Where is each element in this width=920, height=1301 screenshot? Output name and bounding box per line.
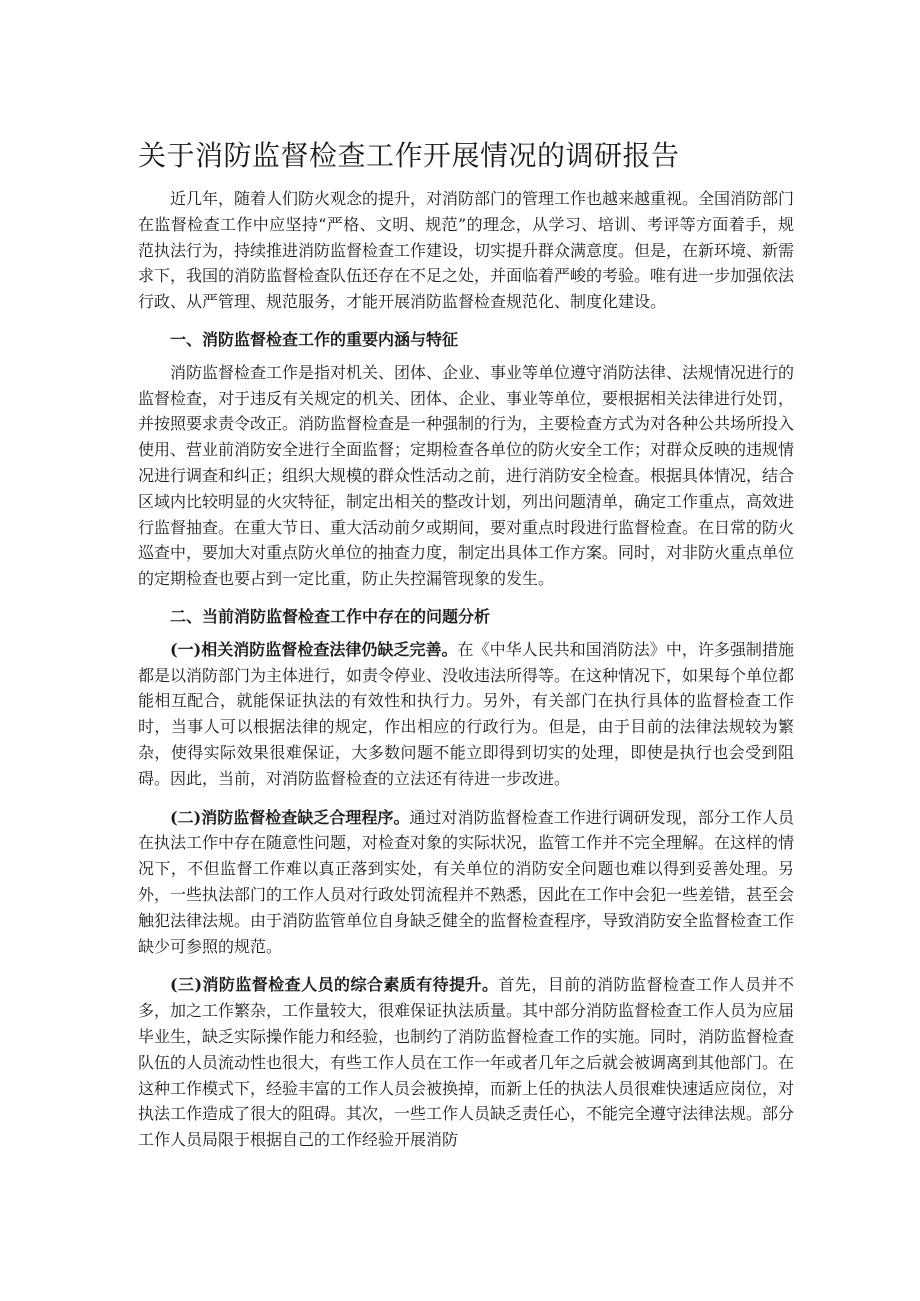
intro-paragraph: 近几年，随着人们防火观念的提升，对消防部门的管理工作也越来越重视。全国消防部门在监督检查工作中应坚持“严格、文明、规范”的理念，从学习、培训、考评等方面着手，规范执法行为，持续推进消防监督检查工作建设，切实提升群众满意度。但是，在新环境、新需求下，我国的消防监督检查队伍还存在不足之处，并面临着严峻的考验。唯有进一步加强依法行政、从严管理、规范服务，才能开展消防监督检查规范化、制度化建设。 <box>138 189 795 312</box>
problem-1-paragraph <box>138 637 794 792</box>
document-body <box>138 186 794 1153</box>
problem-2-paragraph <box>138 805 794 960</box>
problem-2-lead: (二)消防监督检查缺乏合理程序。 <box>170 807 410 827</box>
problem-1-text: 在《中华人民共和国消防法》中，许多强制措施都是以消防部门为主体进行，如责令停业、没收违法所得等。在这种情况下，如果每个单位都能相互配合，就能保证执法的有效性和执行力。另外，有关部门在执行具体的监督检查工作时，当事人可以根据法律的规定，作出相应的行政行为。但是，由于目前的法律法规较为繁杂，使得实际效果很难保证，大多数问题不能立即得到切实的处理，即使是执行也会受到阻碍。因此，当前，对消防监督检查的立法还有待进一步改进。 <box>138 639 795 788</box>
problem-3-text: 首先，目前的消防监督检查工作人员并不多，加之工作繁杂，工作量较大，很难保证执法质量。其中部分消防监督检查工作人员为应届毕业生，缺乏实际操作能力和经验，也制约了消防监督检查工作的实施。同时，消防监督检查队伍的人员流动性也很大，有些工作人员在工作一年或者几年之后就会被调离到其他部门。在这种工作模式下，经验丰富的工作人员会被换掉，而新上任的执法人员很难快速适应岗位，对执法工作造成了很大的阻碍。其次，一些工作人员缺乏责任心，不能完全遵守法律法规。部分工作人员局限于根据自己的工作经验开展消防 <box>138 975 795 1150</box>
problem-3-paragraph <box>138 972 794 1153</box>
problem-1-lead: (一)相关消防监督检查法律仍缺乏完善。 <box>170 639 458 659</box>
section-1-paragraph: 消防监督检查工作是指对机关、团体、企业、事业等单位遵守消防法律、法规情况进行的监督检查，对于违反有关规定的机关、团体、企业、事业等单位，要根据相关法律进行处罚，并按照要求责令改正。消防监督检查是一种强制的行为，主要检查方式为对各种公共场所投入使用、营业前消防安全进行全面监督；定期检查各单位的防火安全工作；对群众反映的违规情况进行调查和纠正；组织大规模的群众性活动之前，进行消防安全检查。根据具体情况，结合区域内比较明显的火灾特征，制定出相关的整改计划，列出问题清单，确定工作重点，高效进行监督抽查。在重大节日、重大活动前夕或期间，要对重点时段进行监督检查。在日常的防火巡查中，要加大对重点防火单位的抽查力度，制定出具体工作方案。同时，对非防火重点单位的定期检查也要占到一定比重，防止失控漏管现象的发生。 <box>138 362 795 589</box>
section-1-heading: 一、消防监督检查工作的重要内涵与特征 <box>170 329 459 349</box>
problem-2-text: 通过对消防监督检查工作进行调研发现，部分工作人员在执法工作中存在随意性问题，对检查对象的实际状况，监管工作并不完全理解。在这样的情况下，不但监督工作难以真正落到实处，有关单位的消防安全问题也难以得到妥善处理。另外，一些执法部门的工作人员对行政处罚流程并不熟悉，因此在工作中会犯一些差错，甚至会触犯法律法规。由于消防监管单位自身缺乏健全的监督检查程序，导致消防安全监督检查工作缺少可参照的规范。 <box>138 807 795 956</box>
document-title: 关于消防监督检查工作开展情况的调研报告 <box>138 139 680 172</box>
section-2-heading: 二、当前消防监督检查工作中存在的问题分析 <box>170 606 491 626</box>
problem-3-lead: (三)消防监督检查人员的综合素质有待提升。 <box>170 975 499 995</box>
